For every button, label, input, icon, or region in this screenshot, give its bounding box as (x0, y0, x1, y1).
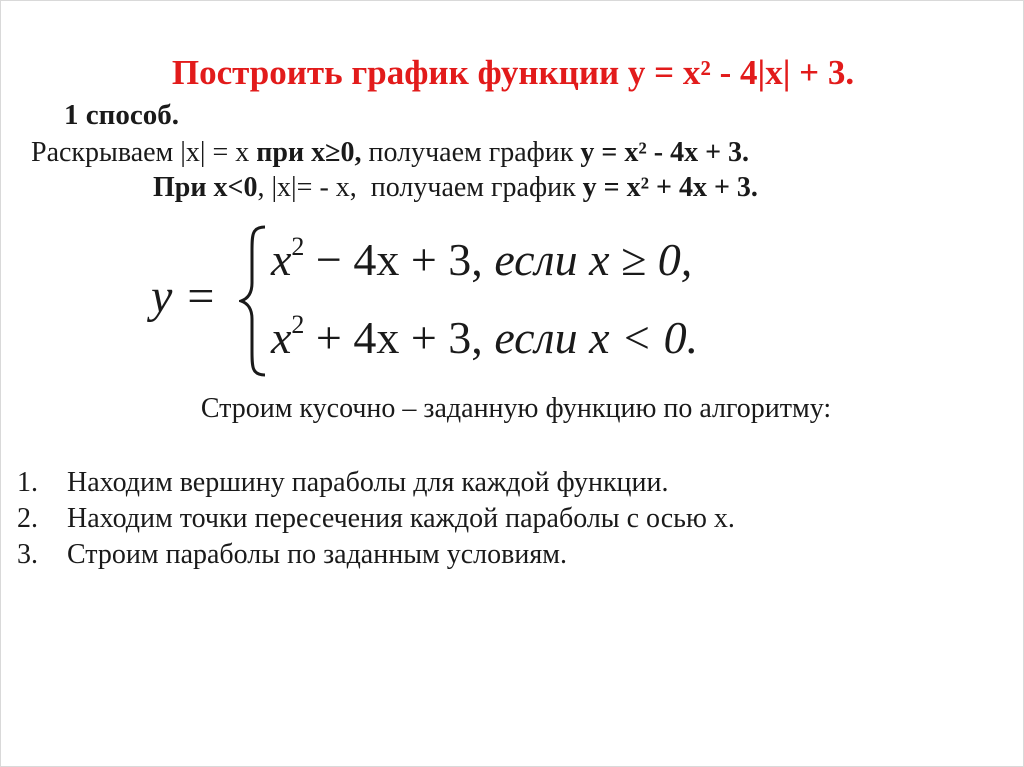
case1-result: у = х² - 4х + 3. (580, 137, 750, 168)
step-item: 3. Строим параболы по заданным условиям. (17, 539, 567, 570)
case1-prefix: Раскрываем |х| = х (31, 137, 257, 168)
formula-line-1: $x^2 - 4x + 3$, если x ≥ 0, (271, 232, 693, 285)
slide-title: Построить график функции у = х² - 4|х| + 3. (171, 53, 855, 92)
case-negative (153, 172, 758, 204)
case1-middle: получаем график (361, 137, 581, 168)
curly-brace-icon (239, 221, 269, 381)
method-heading: 1 способ. (64, 99, 179, 131)
algorithm-intro: Строим кусочно – заданную функцию по алгоритму: (200, 393, 832, 424)
case2-mid2: получаем график (370, 172, 583, 203)
case2-middle: , |х|= - х, (257, 172, 357, 203)
formula-line-2: $x^2 + 4x + 3$, если x < 0. (271, 310, 699, 363)
step-item: 1. Находим вершину параболы для каждой функции. (17, 467, 669, 498)
algorithm-steps (17, 467, 735, 575)
piecewise-formula (151, 221, 791, 381)
step-item: 2. Находим точки пересечения каждой параболы с осью х. (17, 503, 735, 534)
formula-lhs: y = (151, 270, 217, 323)
case2-result: у = х² + 4х + 3. (582, 172, 758, 203)
case-nonnegative (31, 137, 749, 169)
case2-condition: При х<0 (153, 172, 258, 203)
case1-condition: при х≥0, (256, 137, 362, 168)
